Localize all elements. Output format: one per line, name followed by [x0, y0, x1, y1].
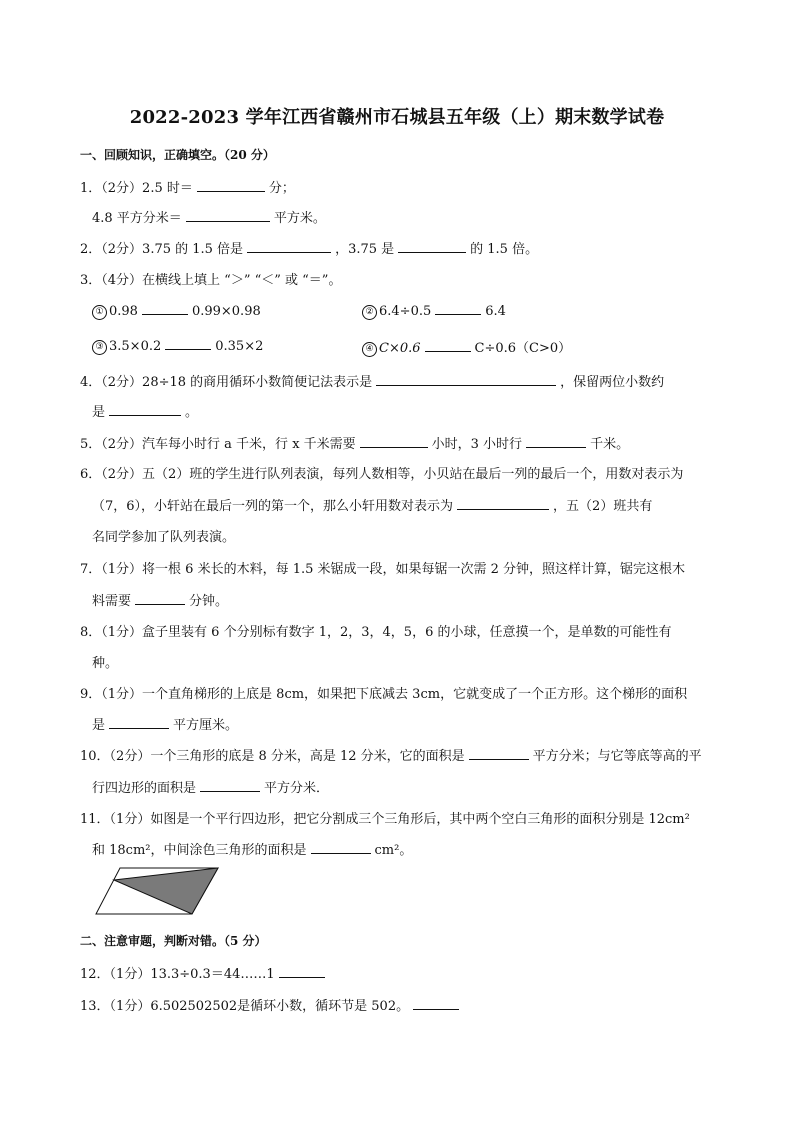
- question-1-line-1: [80, 177, 295, 196]
- q3-item-3-right: 0.35×2: [215, 339, 264, 354]
- question-7-line-2: [92, 590, 228, 609]
- q1-text-a: 1．（2分）2.5 时＝: [80, 181, 193, 196]
- parallelogram-svg: [92, 866, 222, 916]
- answer-blank[interactable]: [398, 240, 466, 253]
- circle-number: ①: [92, 305, 107, 320]
- q6-text-b: （7，6），小轩站在最后一列的第一个，那么小轩用数对表示为: [92, 499, 454, 514]
- q5-text-a: 5．（2分）汽车每小时行 a 千米，行 x 千米需要: [80, 437, 356, 452]
- answer-blank[interactable]: [109, 716, 169, 729]
- q9-text-b: 是: [92, 718, 106, 733]
- q3-item-3-left: 3.5×0.2: [109, 339, 162, 354]
- q2-text-b: ，3.75 是: [335, 242, 395, 257]
- q1-text-c: 4.8 平方分米＝: [92, 211, 182, 226]
- question-5: [80, 433, 629, 452]
- answer-blank[interactable]: [109, 403, 181, 416]
- q10-text-d: 平方分米．: [264, 781, 330, 796]
- q4-text-a: 4．（2分）28÷18 的商用循环小数简便记法表示是: [80, 375, 373, 390]
- q3-item-1-right: 0.99×0.98: [191, 304, 261, 319]
- question-6-line-2: [92, 495, 652, 514]
- q4-text-b: ，保留两位小数约: [560, 375, 665, 390]
- question-6-line-1: 6．（2分）五（2）班的学生进行队列表演，每列人数相等，小贝站在最后一列的最后一个，用数对表示为: [80, 467, 684, 482]
- q4-text-c: 是: [92, 405, 106, 420]
- answer-blank[interactable]: [435, 302, 481, 315]
- question-2: [80, 238, 538, 257]
- q7-text-b: 料需要: [92, 594, 132, 609]
- circle-number: ④: [362, 342, 377, 357]
- question-8-line-1: 8．（1分）盒子里装有 6 个分别标有数字 1，2，3，4，5，6 的小球，任意摸一个，是单数的可能性有: [80, 625, 672, 640]
- q3-item-2-right: 6.4: [485, 304, 506, 319]
- q10-text-c: 行四边形的面积是: [92, 781, 197, 796]
- question-9-line-2: [92, 714, 238, 733]
- question-10-line-1: [80, 745, 702, 764]
- question-11-line-2: [92, 839, 412, 858]
- q1-text-b: 分；: [268, 181, 295, 196]
- answer-blank[interactable]: [526, 435, 586, 448]
- answer-blank[interactable]: [311, 841, 371, 854]
- q3-item-4-left: C×0.6: [379, 341, 421, 356]
- q5-text-b: 小时，3 小时行: [431, 437, 523, 452]
- q5-text-c: 千米。: [590, 437, 630, 452]
- section-1-heading: 一、回顾知识，正确填空。（20 分）: [80, 148, 275, 162]
- question-9-line-1: 9．（1分）一个直角梯形的上底是 8cm，如果把下底减去 3cm，它就变成了一个正方形。这个梯形的面积: [80, 687, 688, 702]
- question-12: [80, 963, 329, 982]
- q10-text-b: 平方分米；与它等底等高的平: [532, 749, 702, 764]
- answer-blank[interactable]: [413, 997, 459, 1010]
- q11-text-c: cm²。: [374, 843, 413, 858]
- answer-blank[interactable]: [165, 337, 211, 350]
- q6-text-c: ，五（2）班共有: [553, 499, 653, 514]
- answer-blank[interactable]: [376, 373, 556, 386]
- answer-blank[interactable]: [186, 209, 270, 222]
- answer-blank[interactable]: [247, 240, 331, 253]
- circle-number: ③: [92, 340, 107, 355]
- circle-number: ②: [362, 305, 377, 320]
- q10-text-a: 10．（2分）一个三角形的底是 8 分米，高是 12 分米，它的面积是: [80, 749, 465, 764]
- question-6-line-3: 名同学参加了队列表演。: [92, 530, 236, 545]
- answer-blank[interactable]: [197, 179, 265, 192]
- answer-blank[interactable]: [425, 339, 471, 352]
- question-7-line-1: 7．（1分）将一根 6 米长的木料，每 1.5 米锯成一段，如果每锯一次需 2 分钟，照这样计算，锯完这根木: [80, 562, 686, 577]
- page-title: 2022-2023 学年江西省赣州市石城县五年级（上）期末数学试卷: [129, 107, 665, 128]
- q2-text-a: 2．（2分）3.75 的 1.5 倍是: [80, 242, 244, 257]
- answer-blank[interactable]: [200, 779, 260, 792]
- q13-text: 13．（1分）6.502502502是循环小数，循环节是 502。: [80, 999, 410, 1014]
- q3-item-4-right: C÷0.6（C>0）: [474, 341, 572, 356]
- question-3-row-2: [92, 337, 712, 355]
- section-2-heading: 二、注意审题，判断对错。（5 分）: [80, 934, 267, 948]
- answer-blank[interactable]: [142, 302, 188, 315]
- q4-text-d: 。: [185, 405, 199, 420]
- q7-text-c: 分钟。: [189, 594, 229, 609]
- question-13: [80, 995, 463, 1014]
- question-3-stem: 3．（4分）在横线上填上 “＞” “＜” 或 “＝”。: [80, 273, 342, 288]
- question-8-line-2: 种。: [92, 656, 119, 671]
- q11-text-b: 和 18cm²，中间涂色三角形的面积是: [92, 843, 307, 858]
- question-4-line-1: [80, 371, 664, 390]
- q3-item-2-left: 6.4÷0.5: [379, 304, 432, 319]
- question-11-line-1: 11．（1分）如图是一个平行四边形，把它分割成三个三角形后，其中两个空白三角形的面积分别是 12cm²: [80, 812, 690, 827]
- answer-blank[interactable]: [469, 747, 529, 760]
- answer-blank[interactable]: [457, 497, 549, 510]
- q1-text-d: 平方米。: [273, 211, 326, 226]
- question-1-line-2: [92, 207, 326, 226]
- question-3-row-1: [92, 302, 712, 320]
- q3-item-1-left: 0.98: [109, 304, 138, 319]
- question-10-line-2: [92, 777, 329, 796]
- q9-text-c: 平方厘米。: [173, 718, 239, 733]
- answer-blank[interactable]: [279, 965, 325, 978]
- q2-text-c: 的 1.5 倍。: [470, 242, 539, 257]
- parallelogram-figure: [92, 866, 222, 920]
- q12-text: 12．（1分）13.3÷0.3＝44……1: [80, 967, 275, 982]
- answer-blank[interactable]: [135, 592, 185, 605]
- answer-blank[interactable]: [360, 435, 428, 448]
- question-4-line-2: [92, 401, 198, 420]
